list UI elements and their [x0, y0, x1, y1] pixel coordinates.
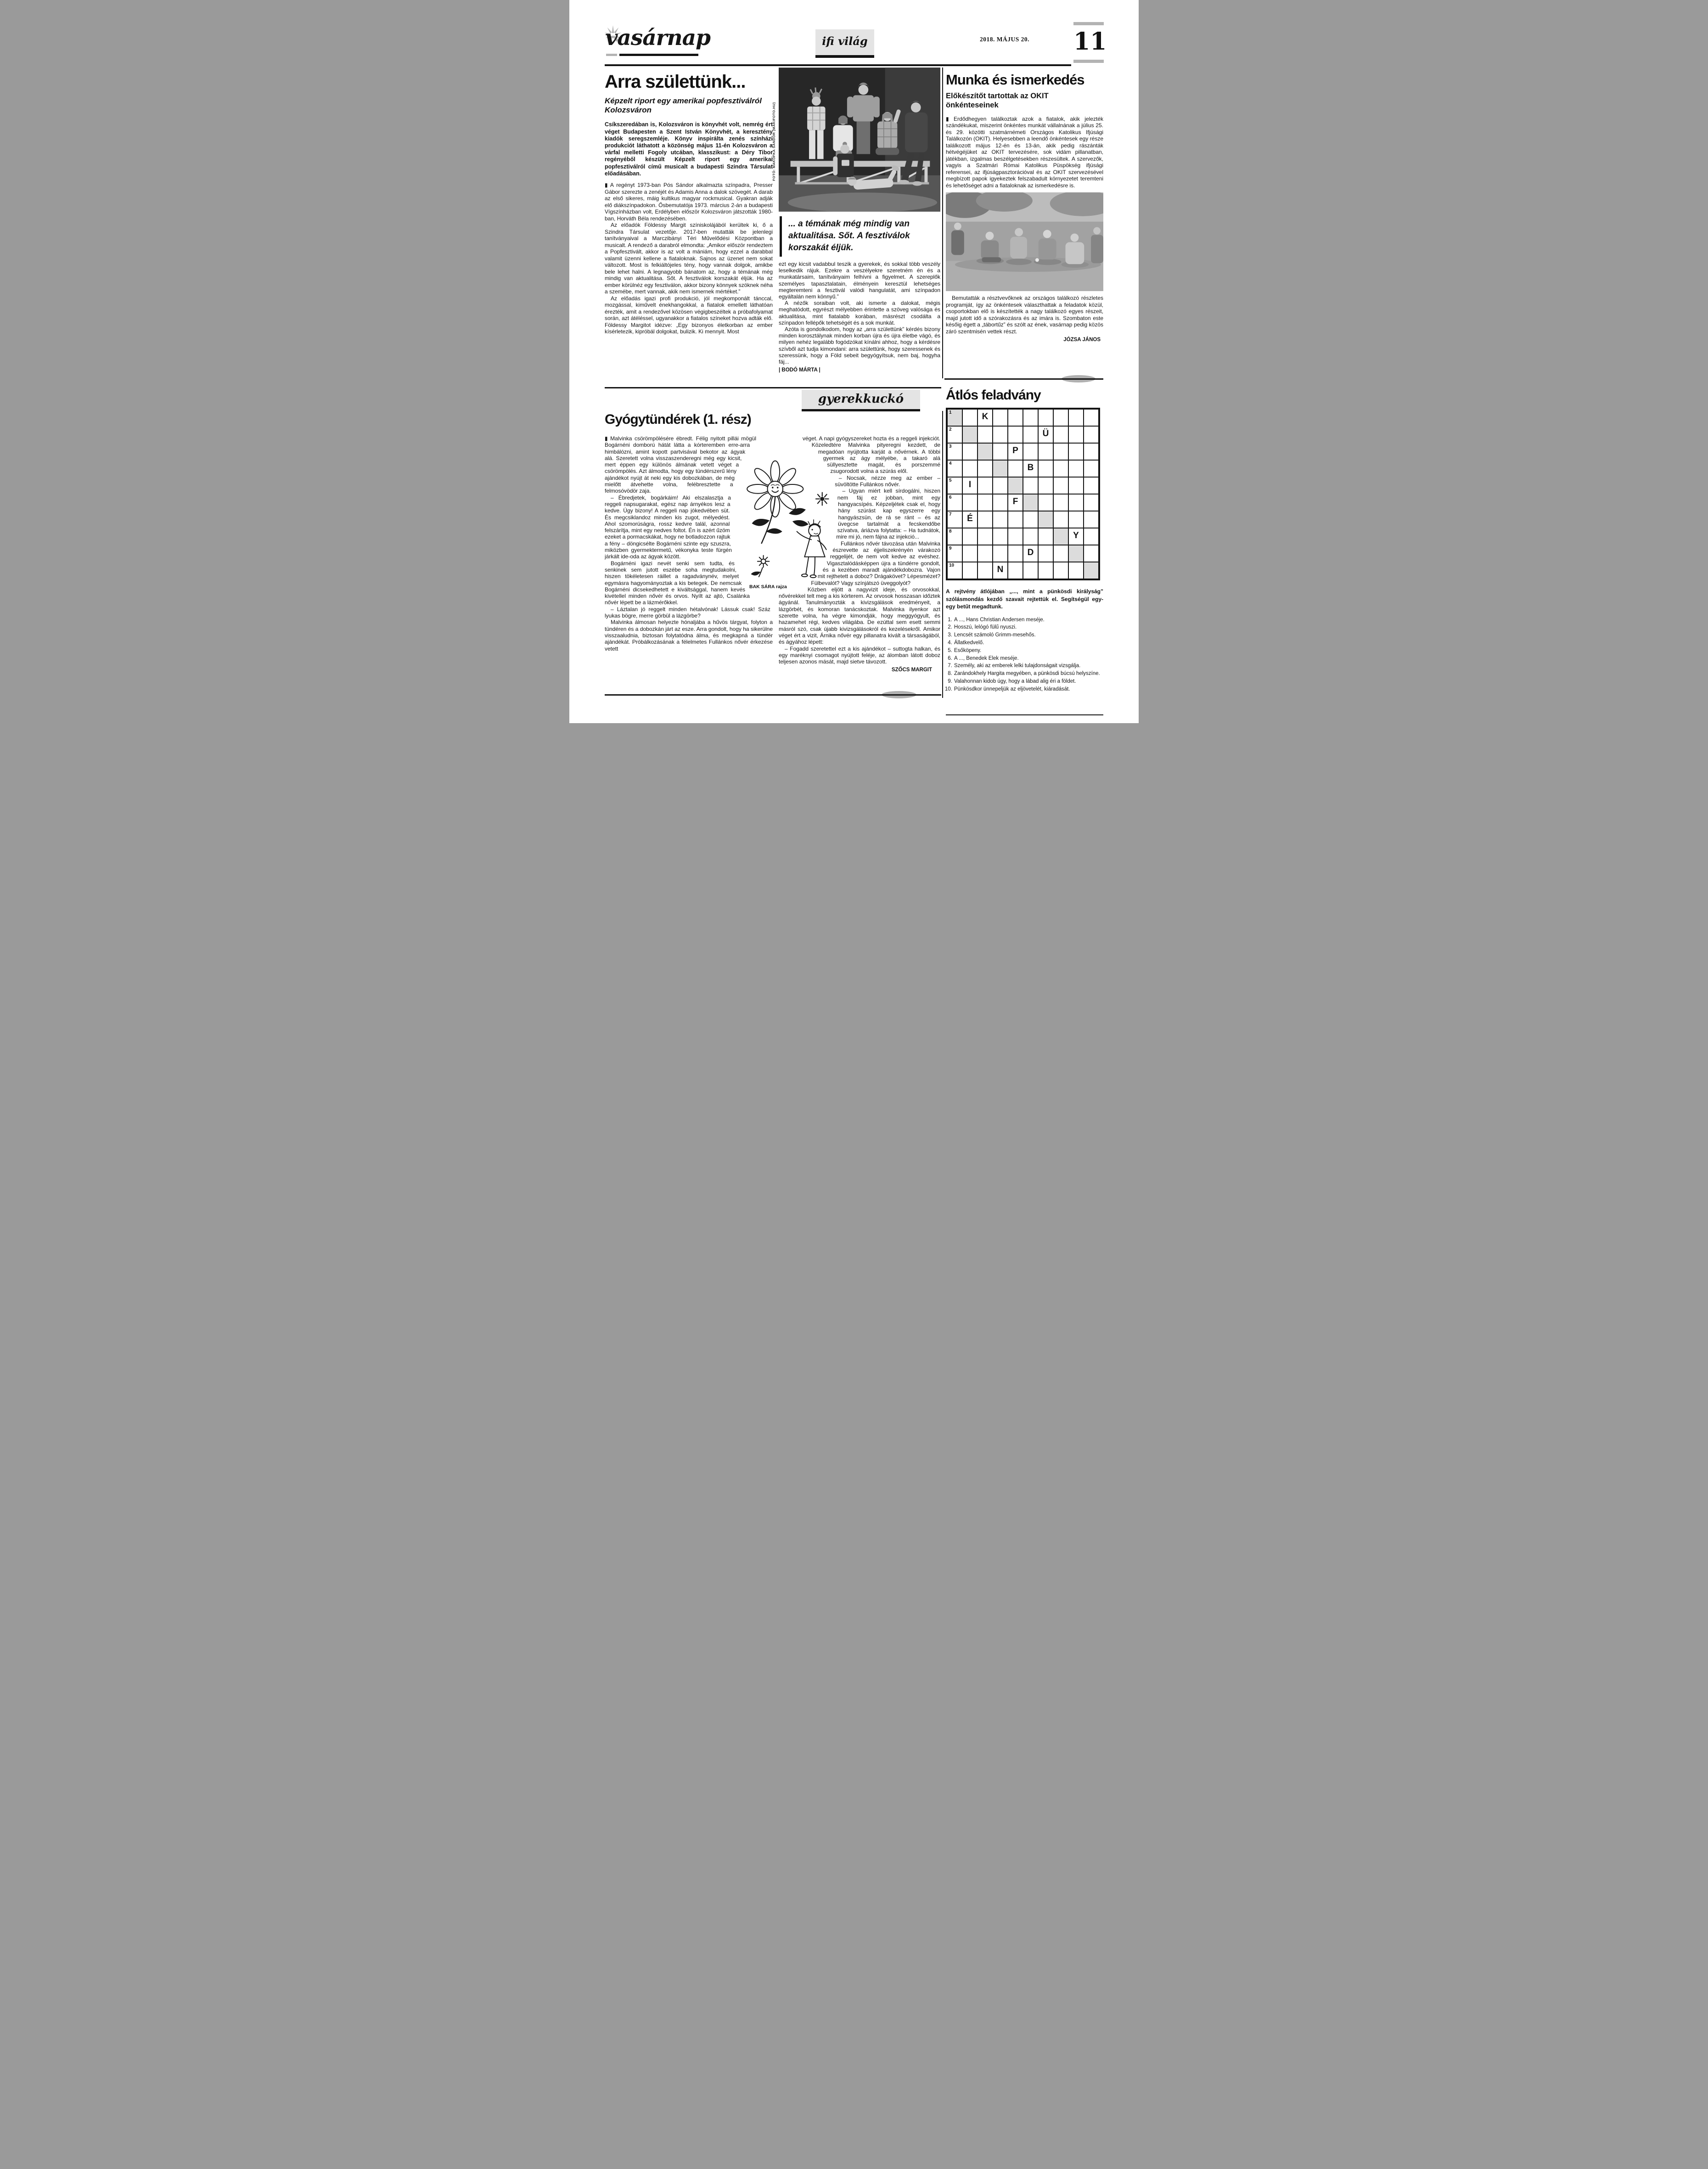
story-bottom-rule	[605, 694, 941, 696]
crossword-cell[interactable]	[1038, 494, 1053, 511]
paragraph: Bemutatták a résztvevőknek az országos találkozó részletes programját, így az önkéntesek választhattak a feladatok közül, csoportokban elő is készítették a nagy találkozó egyes részeit, majd jutott idő a szórakozásra és az imára is. Szombaton este későig égett a „tábortűz” és szólt az ének, vasárnap pedig közös záró szentmisén vettek részt.	[946, 295, 1103, 335]
article-munka-es-ismerkedes	[946, 73, 1103, 376]
crossword-cell[interactable]	[1084, 409, 1099, 426]
crossword-cell[interactable]	[1038, 511, 1053, 528]
crossword-cell[interactable]	[1008, 477, 1023, 494]
crossword-row-number: 4	[949, 461, 952, 466]
crossword-cell[interactable]	[993, 426, 1008, 443]
crossword-cell[interactable]	[962, 409, 978, 426]
crossword-cell[interactable]	[1068, 477, 1084, 494]
crossword-cell[interactable]	[962, 443, 978, 460]
crossword-row-number: 10	[949, 563, 955, 568]
crossword-cell[interactable]	[993, 511, 1008, 528]
crossword-cell[interactable]	[947, 528, 962, 545]
article2-subtitle: Előkészítőt tartottak az OKIT önkénteseinek	[946, 92, 1049, 110]
crossword-cell[interactable]	[1008, 460, 1023, 477]
stage-photo	[779, 67, 940, 212]
crossword-cell[interactable]	[1084, 477, 1099, 494]
paragraph: Az előadók Földessy Margit színiskolájából kerültek ki, ő a Szindra Társulat vezetője. 2017-ben mutatták be jelenlegi tanítványaival a Marczibányi Téri Művelődési Központban a musicalt. A rendező a darabról elmondta: „Amikor először rendeztem a Popfesztivált, akkor is az volt a mániám, hogy ezzel a darabbal valamit üzenni kellene a fiataloknak. Sajnos az üzenet nem sokat változott. Most is felkiáltójeles tény, hogy vannak dolgok, amikbe bele lehet halni. A legnagyobb bánatom az, hogy a témának még mindig van aktualitása. Sőt. A fesztiválok korszakát éljük. Ha az ember körülnéz egy fesztiválon, akkor bizony könnyek szöknek néha a szemébe, mert vannak, akik nem ismernek mértéket.”	[605, 222, 773, 295]
crossword-cell[interactable]	[1038, 443, 1053, 460]
crossword-row-number: 1	[949, 410, 952, 416]
crossword-row-number: 6	[949, 495, 952, 500]
crossword-cell[interactable]	[1084, 460, 1099, 477]
crossword-row-number: 2	[949, 427, 952, 433]
paragraph: Azóta is gondolkodom, hogy az „arra születtünk” kérdés bizony minden korosztálynak minden korban újra és újra életbe vágó, és milyen nehéz legalább fogódzókat kínálni ahhoz, hogy a kérdésre szívből azt tudja kimondani: arra születtünk, hogy szeressenek és szeressünk, hogy a Föld sebeit begyógyítsuk, nem baj, hogyha fáj...	[779, 326, 940, 365]
crossword-cell[interactable]	[978, 460, 993, 477]
crossword-cell[interactable]	[993, 545, 1008, 562]
paragraph: – Fogadd szeretettel ezt a kis ajándékot – suttogta halkan, és egy maréknyi csomagot nyújtott feléje, az álomban látott doboz teljesen azonos mását, majd sietve távozott.	[779, 645, 940, 665]
crossword-cell[interactable]	[978, 511, 993, 528]
crossword-given-letter: I	[968, 480, 972, 490]
issue-date: 2018. MÁJUS 20.	[980, 36, 1029, 43]
paragraph: ▮ Malvinka csörömpölésére ébredt. Félig nyitott pillái mögül Bogárnéni domború hátát látta a kórteremben erre-arra himbálózni, amint kopott partvisával bekotor az ágyak alá. Szeretett volna visszaszenderegni még egy kicsit, mert éppen egy különös álmának vetett véget a csörömpölés. Azt álmodta, hogy egy tündérszerű lény ajándékot nyújt át neki egy kis dobozkában, de még mielőtt átvehette volna, felébresztette a felmosóvödör zaja.	[605, 435, 756, 494]
article1-body	[605, 182, 773, 335]
crossword-cell[interactable]	[978, 562, 993, 579]
crossword-cell[interactable]	[993, 443, 1008, 460]
article2-body-2	[946, 295, 1103, 335]
crossword-cell[interactable]	[962, 426, 978, 443]
crossword-cell[interactable]	[1023, 443, 1038, 460]
crossword-cell[interactable]	[1008, 511, 1023, 528]
paragraph: Az előadás igazi profi produkció, jól megkomponált tánccal, mozgással, kiművelt énekhangokkal, a fiatalok emellett láthatóan érezték, amit a rendezővel közösen végigbeszéltek a próbafolyamat során, azt átéléssel, ugyanakkor a fiatalos színeket hozva adták elő. Földessy Margitot idézve: „Egy bizonyos életkorban az ember kísérletezik, kipróbál dolgokat, bulizik. Ki mennyit. Most	[605, 295, 773, 335]
crossword-row-number: 8	[949, 529, 952, 534]
crossword-cell[interactable]	[1023, 528, 1038, 545]
masthead-underline-accent	[606, 54, 617, 56]
crossword-cell[interactable]	[1038, 409, 1053, 426]
crossword-cell[interactable]	[962, 460, 978, 477]
paragraph: Malvinka álmosan helyezte hónaljába a hűvös tárgyat, folyton a tündéren és a dobozkán járt az esze. Arra gondolt, hogy ha sikerülne visszaaludnia, biztosan folytatódna álma, és megkapná a tündér ajándékát. Próbálkozásának a félelmetes Fullánkos nővér érkezése vetett	[605, 619, 773, 652]
crossword-instruction: A rejtvény átlójában „..., mint a pünkösdi királyság” szólásmondás kezdő szavait rejtettük el. Segítségül egy-egy betűt megadtunk.	[946, 588, 1103, 610]
clue: 6. A ..., Benedek Elek meséje.	[954, 655, 1103, 663]
crossword-cell[interactable]	[947, 494, 962, 511]
fairy-illustration	[721, 454, 848, 601]
crossword-given-letter: K	[982, 412, 989, 422]
article1-title: Arra születtünk...	[605, 73, 746, 92]
header-rule	[605, 64, 1071, 66]
kids-corner-label: gyerekkuckó	[802, 390, 920, 411]
crossword-cell[interactable]	[1053, 494, 1068, 511]
crossword-cell[interactable]	[1068, 460, 1084, 477]
crossword-cell[interactable]	[1068, 562, 1084, 579]
crossword-given-letter: Y	[1073, 531, 1079, 541]
crossword-cell[interactable]	[1068, 494, 1084, 511]
crossword-cell[interactable]	[993, 494, 1008, 511]
paragraph: Bogárnéni igazi nevét senki sem tudta, és senkinek sem jutott eszébe soha megtudakolni, hiszen tökéletesen ráillet a ragadványnév, melyet egymásra hagyományoztak a kis betegek. De nemcsak Bogárnéni dicsekedhetett e kiváltsággal, hanem kevés kivétellel minden nővér és orvos. Nyílt az ajtó, Csalánka nővér lépett be a lázmérőkkel.	[605, 560, 750, 606]
crossword-cell[interactable]	[1084, 528, 1099, 545]
crossword-cell[interactable]	[993, 528, 1008, 545]
crossword-cell[interactable]	[1068, 409, 1084, 426]
crossword-row-number: 5	[949, 478, 952, 483]
crossword-cell[interactable]	[1068, 545, 1084, 562]
crossword-cell[interactable]	[1008, 494, 1023, 511]
crossword-cell[interactable]	[1023, 494, 1038, 511]
crossword-cell[interactable]	[1053, 477, 1068, 494]
illustration-caption: BAK SÁRA rajza	[749, 584, 787, 590]
crossword-cell[interactable]	[1053, 443, 1068, 460]
crossword-cell[interactable]	[993, 409, 1008, 426]
story-title: Gyógytündérek (1. rész)	[605, 412, 751, 427]
clue: 7. Személy, aki az emberek lelki tulajdonságait vizsgálja.	[954, 662, 1103, 670]
crossword-cell[interactable]	[1023, 460, 1038, 477]
clue: 5. Esőköpeny.	[954, 647, 1103, 655]
crossword-cell[interactable]	[978, 545, 993, 562]
crossword-given-letter: F	[1012, 497, 1018, 507]
crossword-cell[interactable]	[947, 443, 962, 460]
paragraph: ▮ A regényt 1973-ban Pós Sándor alkalmazta színpadra, Presser Gábor szerezte a zenéjét és Adamis Anna a dalok szövegét. A darab az első sikeres, máig kultikus magyar rockmusical. Gyakran adják elő diákszínpadokon. Ősbemutatója 1973. március 2-án a budapesti Vígszínházban volt, Erdélyben először Kolozsváron játszották 1980-ban, Horváth Béla rendezésében.	[605, 182, 773, 222]
clue: 3. Lencsét számoló Grimm-mesehős.	[954, 631, 1103, 639]
crossword-clues	[946, 616, 1103, 693]
section-label: ifi világ	[815, 29, 874, 58]
crossword-cell[interactable]	[962, 528, 978, 545]
crossword-cell[interactable]	[947, 562, 962, 579]
crossword-grid[interactable]	[946, 408, 1100, 580]
crossword-given-letter: Ü	[1042, 429, 1049, 439]
crossword-cell[interactable]	[947, 409, 962, 426]
clue: 2. Hosszú, lelógó fülű nyuszi.	[954, 624, 1103, 631]
crossword-given-letter: N	[997, 565, 1004, 575]
clue: 9. Valahonnan kidob úgy, hogy a lábad alig éri a földet.	[954, 678, 1103, 686]
photo-credit: FOTÓ: MAKOFKA SÁNDOR (MAKIFOTO.HU)	[772, 102, 776, 181]
paragraph: – Nocsak, nézze meg az ember – süvöltötte Fullánkos nővér.	[835, 474, 940, 488]
paragraph: véget. A napi gyógyszereket hozta és a reggeli injekciót. Közeledtére Malvinka pityeregni kezdett, de megadóan nyújtotta karját a nővérnek. A többi gyermek az ágy mélyébe, a takaró alá süllyesztette magát, és porszemmé zsugorodott volna a szúrás elől.	[802, 435, 940, 475]
crossword-cell[interactable]	[993, 477, 1008, 494]
crossword-cell[interactable]	[978, 528, 993, 545]
crossword-cell[interactable]	[947, 545, 962, 562]
paragraph: A nézők soraiban volt, aki ismerte a dalokat, mégis meghatódott, egyrészt mélyebben érintette a szöveg valósága és aktualitása, mint fiatalabb korában, másrészt csodálta a színpadon fellépők tehetségét és a sok munkát.	[779, 300, 940, 326]
section-rule-left	[605, 387, 941, 388]
crossword-cell[interactable]	[962, 545, 978, 562]
crossword-cell[interactable]	[993, 460, 1008, 477]
crossword-cell[interactable]	[1008, 409, 1023, 426]
crossword-cell[interactable]	[993, 562, 1008, 579]
crossword-cell[interactable]	[947, 460, 962, 477]
crossword-row-number: 7	[949, 512, 952, 517]
crossword-cell[interactable]	[1008, 443, 1023, 460]
paragraph: – Ébredjetek, bogárkáim! Aki elszalasztja a reggeli napsugarakat, egész nap árnyékos lesz a kedve. Úgy bizony! A reggeli nap jókedvében süt. És megcsiklandoz minden kis zugot, mélyedést. Ahol szomorúságra, rossz kedvre talál, azonnal felszárítja, mint egy nedves foltot. Én is azért űzöm ezeket a pormacskákat, hogy ne botladozzon rajtuk a fény – döngicsélte Bogárnéni szinte egy szuszra, miközben gyermektermetű, vékonyka teste fürgén járkált ide-oda az ágyak között.	[605, 494, 732, 560]
crossword-row-number: 3	[949, 444, 952, 450]
crossword-cell[interactable]	[1084, 494, 1099, 511]
crossword-cell[interactable]	[1023, 562, 1038, 579]
crossword-cell[interactable]	[978, 409, 993, 426]
pull-quote: ... a témának még mindig van aktualitása. Sőt. A fesztiválok korszakát éljük.	[780, 216, 940, 257]
crossword-cell[interactable]	[1084, 562, 1099, 579]
clue: 1. A ..., Hans Christian Andersen meséje.	[954, 616, 1103, 624]
article1-subtitle: Képzelt riport egy amerikai popfesztiválról Kolozsváron	[605, 96, 762, 114]
crossword-cell[interactable]	[1023, 477, 1038, 494]
newspaper-page	[569, 0, 1139, 723]
crossword-cell[interactable]	[978, 494, 993, 511]
clue: 8. Zarándokhely Hargita megyében, a pünkösdi búcsú helyszíne.	[954, 670, 1103, 678]
article2-body-1	[946, 116, 1103, 189]
crossword-cell[interactable]	[1084, 545, 1099, 562]
article1-middle-column	[779, 67, 940, 387]
crossword-cell[interactable]	[1023, 545, 1038, 562]
crossword-cell[interactable]	[1068, 443, 1084, 460]
paragraph: Közben eljött a nagyvizit ideje, és orvosokkal, nővérekkel telt meg a kis kórterem. Az orvosok hosszasan időztek ágyánál. Tanulmányozták a kivizsgálások eredményeit, a lázgörbét, és komoran tanácskoztak. Malvinka ilyenkor azt szerette volna, ha végre kimondják, hogy meggyógyult, és hazamehet régi, kedves világába. De ezúttal sem esett semmi másról szó, csak újabb kivizsgálásokról és kezelésekről. Amikor véget ért a vizit, Árnika nővér egy pillanatra kivált a társaságából, és ágyához lépett:	[779, 586, 940, 646]
masthead-underline	[619, 54, 698, 56]
crossword-given-letter: É	[967, 514, 973, 524]
page-number: 11	[1073, 28, 1107, 56]
article2-title: Munka és ismerkedés	[946, 73, 1084, 88]
crossword-cell[interactable]	[978, 443, 993, 460]
section-rule-right	[944, 378, 1103, 380]
crossword-cell[interactable]	[1008, 562, 1023, 579]
crossword-cell[interactable]	[978, 477, 993, 494]
column-divider-bottom	[942, 411, 943, 698]
crossword-given-letter: D	[1027, 548, 1034, 558]
crossword-cell[interactable]	[1008, 528, 1023, 545]
article2-byline: JÓZSA JÁNOS	[1063, 337, 1101, 343]
article-arra-szulettunk	[605, 73, 773, 387]
crossword-cell[interactable]	[1023, 409, 1038, 426]
crossword-cell[interactable]	[962, 511, 978, 528]
crossword-cell[interactable]	[1038, 545, 1053, 562]
crossword-cell[interactable]	[1023, 426, 1038, 443]
crossword-cell[interactable]	[1053, 562, 1068, 579]
crossword-cell[interactable]	[947, 426, 962, 443]
crossword-cell[interactable]	[1053, 426, 1068, 443]
crossword-cell[interactable]	[1053, 409, 1068, 426]
crossword-cell[interactable]	[978, 426, 993, 443]
crossword-section	[946, 388, 1103, 693]
paragraph: – Ugyan miért kell sírdogálni, hiszen nem fáj ez jobban, mint egy hangyacsípés. Képzeljétek csak el, hogy hány szúrást kap egyszerre egy hangyászsün, de rá se ránt – és az üvegcse tartalmát a fecskendőbe szívatva, áriázva folytatta: – Ha tudnátok, mire mi jó, nem fájna az injekció...	[836, 488, 940, 540]
crossword-cell[interactable]	[1053, 511, 1068, 528]
crossword-title: Átlós feladvány	[946, 388, 1041, 403]
crossword-cell[interactable]	[1084, 443, 1099, 460]
crossword-cell[interactable]	[1053, 460, 1068, 477]
crossword-cell[interactable]	[1084, 511, 1099, 528]
article1-lead: Csíkszeredában is, Kolozsváron is könyvhét volt, nemrég ért véget Budapesten a Szent István Könyvhét, a keresztény kiadók seregszemléje. Könyv inspirálta zenés színházi produkciót láthatott a közönség május 11-én Kolozsváron a várfal melletti Fogoly utcában, klasszikust: a Déry Tibor regényéből készült Képzelt riport egy amerikai popfesztiválról című musicalt a budapesti Szindra Társulat előadásában.	[605, 121, 773, 177]
page-number-bar-bottom	[1073, 60, 1104, 63]
crossword-cell[interactable]	[947, 511, 962, 528]
paragraph: – Láztalan jó reggelt minden hétalvónak! Lássuk csak! Száz lyukas bögre, merre görbül a lázgörbe?	[605, 606, 770, 619]
crossword-cell[interactable]	[1068, 426, 1084, 443]
crossword-cell[interactable]	[962, 477, 978, 494]
masthead-logo: vasárnap	[605, 25, 710, 51]
column-divider-top	[942, 67, 943, 378]
bottom-rule-right	[946, 714, 1103, 715]
crossword-cell[interactable]	[1038, 460, 1053, 477]
crossword-given-letter: B	[1027, 463, 1034, 473]
crossword-given-letter: P	[1012, 446, 1018, 456]
crossword-cell[interactable]	[1008, 426, 1023, 443]
crossword-cell[interactable]	[1068, 511, 1084, 528]
crossword-cell[interactable]	[1008, 545, 1023, 562]
crossword-cell[interactable]	[1038, 562, 1053, 579]
crossword-cell[interactable]	[1068, 528, 1084, 545]
crossword-cell[interactable]	[1023, 511, 1038, 528]
crossword-cell[interactable]	[1038, 477, 1053, 494]
crossword-cell[interactable]	[962, 494, 978, 511]
clue: 4. Állatkedvelő.	[954, 639, 1103, 647]
crossword-cell[interactable]	[1053, 545, 1068, 562]
crossword-cell[interactable]	[1084, 426, 1099, 443]
crossword-cell[interactable]	[1038, 426, 1053, 443]
crossword-cell[interactable]	[1053, 528, 1068, 545]
outdoor-photo	[946, 192, 1103, 291]
article1-continuation	[779, 261, 940, 365]
crossword-row-number: 9	[949, 546, 952, 551]
crossword-cell[interactable]	[1038, 528, 1053, 545]
crossword-cell[interactable]	[947, 477, 962, 494]
paragraph: ezt egy kicsit vadabbul teszik a gyerekek, és sokkal több veszély leselkedik rájuk. Ezekre a veszélyekre szeretném én és a munkatársaim, tanítványaim felhívni a figyelmet. A szereplők személyes tapasztalatain, élményein keresztül lehetséges megteremteni a fesztivál valódi hangulatát, ami színpadon egyáltalán nem könnyű.”	[779, 261, 940, 300]
crossword-cell[interactable]	[962, 562, 978, 579]
article1-byline: | BODÓ MÁRTA |	[779, 367, 820, 373]
paragraph: Fullánkos nővér távozása után Malvinka észrevette az éjjeliszekrényén várakozó reggelijét, de nem volt kedve az evéshez. Vigasztalódásképpen újra a tündérre gondolt, és a kezében maradt ajándékdobozra. Vajon mit rejthetett a doboz? Drágakövet? Lépesmézet? Fülbevalót? Vagy színjátszó üveggolyót?	[811, 540, 940, 586]
story-byline: SZŐCS MARGIT	[891, 667, 932, 673]
clue: 10. Pünkösdkor ünnepeljük az eljövetelét, kiáradását.	[954, 686, 1103, 693]
paragraph: ▮ Erdődhegyen találkoztak azok a fiatalok, akik jelezték szándékukat, miszerint önkéntes munkát vállalnának a július 25. és 29. közötti szatmárnémeti Országos Katolikus Ifjúsági Találkozón (OKIT). Helyesebben a leendő önkéntesek egy része találkozott május 12-én és 13-án, akik pedig rászánták hétvégéjüket az OKIT tervezésére, sok vidám pillanatban, játékban, izgalmas beszélgetésekben részesültek. A szervezők, vagyis a Szatmári Római Katolikus Püspökség ifjúsági referensei, az ifjúságpasztorációval és az OKIT szervezésével megbízott papok igyekeztek felszabadult környezetet teremteni és lehetőséget adni a fiataloknak az ismerkedésre is.	[946, 115, 1103, 189]
